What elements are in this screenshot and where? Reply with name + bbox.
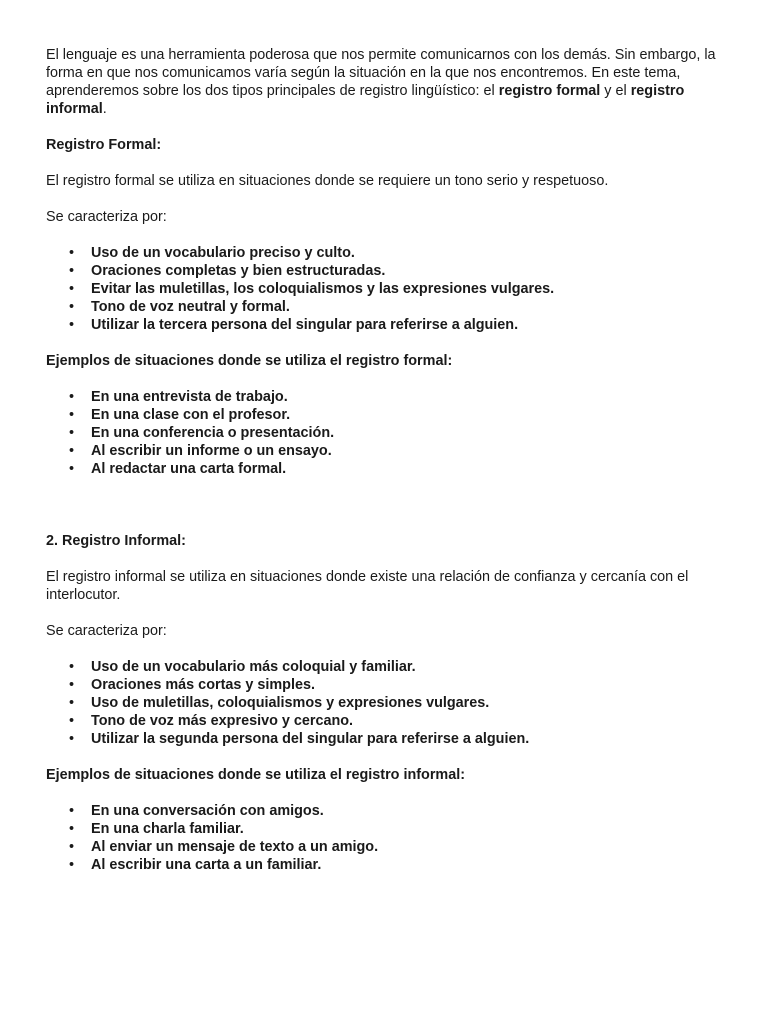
- list-item-text: Al enviar un mensaje de texto a un amigo.: [91, 839, 379, 855]
- list-item-text: Al redactar una carta formal.: [91, 461, 287, 477]
- bullet-icon: •: [69, 677, 75, 693]
- bullet-icon: •: [69, 317, 75, 333]
- list-item: [69, 676, 726, 694]
- list-item: [69, 388, 726, 406]
- list-item: [69, 280, 726, 298]
- bullet-icon: •: [69, 839, 75, 855]
- list-item: [69, 694, 726, 712]
- list-item-text: Evitar las muletillas, los coloquialismos y las expresiones vulgares.: [91, 281, 555, 297]
- list-item: [69, 712, 726, 730]
- formal-features-list: [46, 244, 726, 334]
- bullet-icon: •: [69, 263, 75, 279]
- list-item: [69, 820, 726, 838]
- list-item-text: Al escribir un informe o un ensayo.: [91, 443, 332, 459]
- intro-bold-informal: registro informal: [46, 83, 685, 117]
- list-item-text: En una conversación con amigos.: [91, 803, 324, 819]
- bullet-icon: •: [69, 461, 75, 477]
- informal-examples-heading: Ejemplos de situaciones donde se utiliza el registro informal:: [46, 767, 466, 783]
- section-spacer: [46, 496, 726, 532]
- bullet-icon: •: [69, 407, 75, 423]
- list-item: [69, 460, 726, 478]
- list-item-text: En una charla familiar.: [91, 821, 244, 837]
- list-item-text: Tono de voz neutral y formal.: [91, 299, 290, 315]
- informal-heading: 2. Registro Informal:: [46, 533, 186, 549]
- list-item: [69, 658, 726, 676]
- document-page: [46, 46, 726, 892]
- bullet-icon: •: [69, 821, 75, 837]
- list-item: [69, 730, 726, 748]
- intro-text-before: El lenguaje es una herramienta poderosa que nos permite comunicarnos con los demás. Sin embargo, la forma en que nos comunicamos varía según la situación en la que nos encontremos. En este tema, aprenderemos sobre los dos tipos principales de registro lingüístico: el: [46, 47, 716, 99]
- formal-description: El registro formal se utiliza en situaciones donde se requiere un tono serio y respetuoso.: [46, 173, 609, 189]
- informal-description: El registro informal se utiliza en situaciones donde existe una relación de confianza y cercanía con el interlocutor.: [46, 569, 689, 603]
- bullet-icon: •: [69, 731, 75, 747]
- list-item: [69, 424, 726, 442]
- list-item: [69, 856, 726, 874]
- list-item-text: Uso de un vocabulario preciso y culto.: [91, 245, 355, 261]
- list-item-text: En una conferencia o presentación.: [91, 425, 335, 441]
- list-item-text: En una clase con el profesor.: [91, 407, 291, 423]
- intro-text-after: .: [102, 101, 107, 117]
- informal-examples-list: [46, 802, 726, 874]
- bullet-icon: •: [69, 695, 75, 711]
- list-item-text: Al escribir una carta a un familiar.: [91, 857, 322, 873]
- list-item: [69, 298, 726, 316]
- informal-features-list: [46, 658, 726, 748]
- list-item-text: En una entrevista de trabajo.: [91, 389, 288, 405]
- list-item: [69, 802, 726, 820]
- formal-heading: Registro Formal:: [46, 137, 162, 153]
- list-item: [69, 406, 726, 424]
- list-item-text: Utilizar la tercera persona del singular para referirse a alguien.: [91, 317, 519, 333]
- list-item: [69, 244, 726, 262]
- bullet-icon: •: [69, 659, 75, 675]
- list-item-text: Uso de muletillas, coloquialismos y expresiones vulgares.: [91, 695, 490, 711]
- bullet-icon: •: [69, 443, 75, 459]
- intro-bold-formal: registro formal: [498, 83, 601, 99]
- bullet-icon: •: [69, 245, 75, 261]
- list-item-text: Oraciones más cortas y simples.: [91, 677, 315, 693]
- intro-text-middle: y el: [600, 83, 631, 99]
- bullet-icon: •: [69, 857, 75, 873]
- formal-examples-heading: Ejemplos de situaciones donde se utiliza el registro formal:: [46, 353, 453, 369]
- bullet-icon: •: [69, 713, 75, 729]
- formal-examples-list: [46, 388, 726, 478]
- list-item-text: Oraciones completas y bien estructuradas.: [91, 263, 386, 279]
- list-item: [69, 838, 726, 856]
- bullet-icon: •: [69, 803, 75, 819]
- list-item-text: Uso de un vocabulario más coloquial y familiar.: [91, 659, 416, 675]
- bullet-icon: •: [69, 281, 75, 297]
- list-item: [69, 442, 726, 460]
- intro-paragraph: [46, 46, 726, 118]
- list-item-text: Utilizar la segunda persona del singular para referirse a alguien.: [91, 731, 530, 747]
- list-item: [69, 262, 726, 280]
- bullet-icon: •: [69, 389, 75, 405]
- informal-characterized-label: Se caracteriza por:: [46, 623, 167, 639]
- list-item: [69, 316, 726, 334]
- list-item-text: Tono de voz más expresivo y cercano.: [91, 713, 354, 729]
- formal-characterized-label: Se caracteriza por:: [46, 209, 167, 225]
- bullet-icon: •: [69, 425, 75, 441]
- bullet-icon: •: [69, 299, 75, 315]
